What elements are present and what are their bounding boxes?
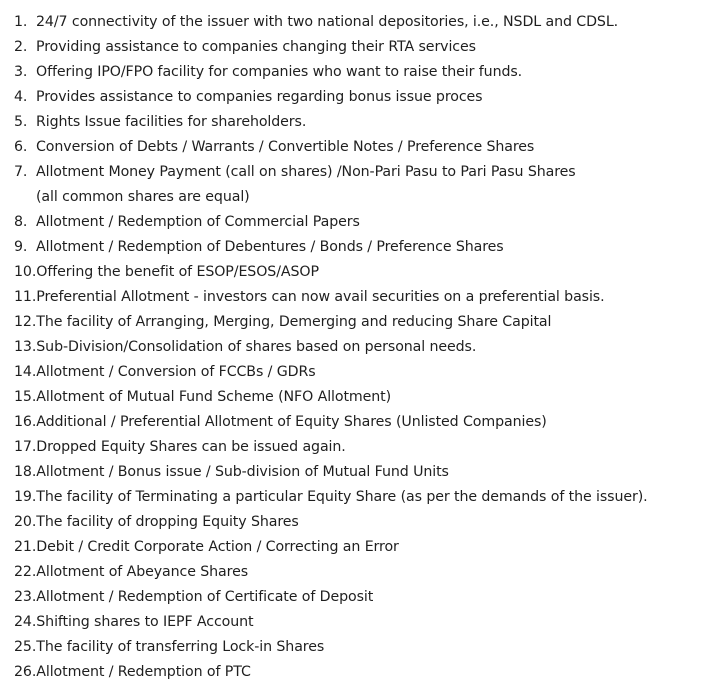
list-item-text: Provides assistance to companies regarding bonus issue proces bbox=[36, 89, 483, 105]
list-item-body bbox=[36, 260, 319, 285]
list-item bbox=[0, 235, 718, 260]
list-item-number: 24. bbox=[14, 614, 37, 630]
list-item-text: The facility of Terminating a particular Equity Share (as per the demands of the issuer). bbox=[36, 489, 648, 505]
list-item-body bbox=[36, 660, 251, 685]
list-item-body bbox=[36, 335, 476, 360]
list-item bbox=[0, 585, 718, 610]
list-item-number: 16. bbox=[14, 414, 37, 430]
list-item-number: 15. bbox=[14, 389, 37, 405]
list-item-number: 8. bbox=[14, 214, 28, 230]
list-item bbox=[0, 85, 718, 110]
list-item bbox=[0, 660, 718, 685]
list-item-number: 6. bbox=[14, 139, 28, 155]
list-item bbox=[0, 510, 718, 535]
list-item bbox=[0, 160, 718, 210]
list-item-number: 7. bbox=[14, 164, 28, 180]
list-item-body bbox=[36, 535, 399, 560]
list-item-text: Allotment / Bonus issue / Sub-division of Mutual Fund Units bbox=[36, 464, 449, 480]
list-item-number: 26. bbox=[14, 664, 37, 680]
list-item-text: 24/7 connectivity of the issuer with two national depositories, i.e., NSDL and CDSL. bbox=[36, 14, 619, 30]
list-item bbox=[0, 310, 718, 335]
list-item-text: Allotment / Redemption of Certificate of Deposit bbox=[36, 589, 374, 605]
list-item-body bbox=[36, 110, 306, 135]
list-item-body bbox=[36, 35, 476, 60]
list-item-number: 17. bbox=[14, 439, 37, 455]
list-item-body bbox=[36, 85, 482, 110]
list-item-text: Allotment of Abeyance Shares bbox=[36, 564, 248, 580]
list-item bbox=[0, 410, 718, 435]
list-item-number: 25. bbox=[14, 639, 37, 655]
list-item-number: 23. bbox=[14, 589, 37, 605]
list-item-number: 22. bbox=[14, 564, 37, 580]
list-item bbox=[0, 560, 718, 585]
list-item-body bbox=[36, 510, 298, 535]
list-item-body bbox=[36, 485, 647, 510]
list-item-number: 2. bbox=[14, 39, 28, 55]
list-item-body bbox=[36, 460, 449, 485]
list-item-text: Debit / Credit Corporate Action / Correcting an Error bbox=[36, 539, 399, 555]
list-item-number: 12. bbox=[14, 314, 37, 330]
list-item-body bbox=[36, 135, 534, 160]
list-item-number: 19. bbox=[14, 489, 37, 505]
list-item-text: Dropped Equity Shares can be issued again. bbox=[36, 439, 346, 455]
list-item-number: 21. bbox=[14, 539, 37, 555]
list-item bbox=[0, 60, 718, 85]
list-item-text: Offering IPO/FPO facility for companies who want to raise their funds. bbox=[36, 64, 523, 80]
list-item bbox=[0, 360, 718, 385]
list-item bbox=[0, 35, 718, 60]
list-item-text: Allotment / Redemption of PTC bbox=[36, 664, 251, 680]
list-item-number: 9. bbox=[14, 239, 28, 255]
list-item-body bbox=[36, 410, 546, 435]
list-item-number: 11. bbox=[14, 289, 37, 305]
list-item-body bbox=[36, 585, 373, 610]
list-item-text: Allotment / Conversion of FCCBs / GDRs bbox=[36, 364, 316, 380]
list-item-number: 3. bbox=[14, 64, 28, 80]
list-item-number: 4. bbox=[14, 89, 28, 105]
list-item bbox=[0, 260, 718, 285]
list-item bbox=[0, 110, 718, 135]
list-item-text: Allotment Money Payment (call on shares) /Non-Pari Pasu to Pari Pasu Shares bbox=[36, 164, 576, 180]
list-item bbox=[0, 210, 718, 235]
list-item-body bbox=[36, 160, 576, 210]
list-item-text: Preferential Allotment - investors can now avail securities on a preferential basis. bbox=[36, 289, 605, 305]
list-item-body bbox=[36, 385, 391, 410]
list-item-number: 14. bbox=[14, 364, 37, 380]
list-item bbox=[0, 435, 718, 460]
services-list bbox=[0, 10, 718, 685]
list-item bbox=[0, 285, 718, 310]
list-item-body bbox=[36, 235, 504, 260]
list-item-body bbox=[36, 10, 618, 35]
list-item bbox=[0, 485, 718, 510]
list-item-body bbox=[36, 610, 253, 635]
list-item-number: 20. bbox=[14, 514, 37, 530]
list-item-text: The facility of transferring Lock-in Shares bbox=[36, 639, 325, 655]
list-item-text: The facility of dropping Equity Shares bbox=[36, 514, 299, 530]
list-item-text-continuation: (all common shares are equal) bbox=[36, 189, 250, 205]
list-item-number: 10. bbox=[14, 264, 37, 280]
list-item-text: Allotment of Mutual Fund Scheme (NFO Allotment) bbox=[36, 389, 392, 405]
list-item bbox=[0, 535, 718, 560]
list-item-number: 5. bbox=[14, 114, 28, 130]
list-item-body bbox=[36, 560, 248, 585]
list-item-text: Rights Issue facilities for shareholders. bbox=[36, 114, 307, 130]
list-item-text: Providing assistance to companies changing their RTA services bbox=[36, 39, 476, 55]
list-item-body bbox=[36, 435, 345, 460]
list-item bbox=[0, 335, 718, 360]
list-item-text: Additional / Preferential Allotment of Equity Shares (Unlisted Companies) bbox=[36, 414, 547, 430]
list-item bbox=[0, 635, 718, 660]
list-item-text: Allotment / Redemption of Commercial Papers bbox=[36, 214, 360, 230]
list-item-body bbox=[36, 360, 315, 385]
list-item-body bbox=[36, 285, 604, 310]
list-item-text: The facility of Arranging, Merging, Demerging and reducing Share Capital bbox=[36, 314, 552, 330]
list-item-text: Offering the benefit of ESOP/ESOS/ASOP bbox=[36, 264, 319, 280]
list-item bbox=[0, 135, 718, 160]
list-item-number: 13. bbox=[14, 339, 37, 355]
list-item-text: Shifting shares to IEPF Account bbox=[36, 614, 254, 630]
list-item-body bbox=[36, 210, 360, 235]
list-item-body bbox=[36, 310, 551, 335]
list-item-body bbox=[36, 60, 522, 85]
list-item bbox=[0, 385, 718, 410]
list-item-number: 18. bbox=[14, 464, 37, 480]
list-item-body bbox=[36, 635, 324, 660]
list-item bbox=[0, 460, 718, 485]
list-item bbox=[0, 610, 718, 635]
list-item-text: Sub-Division/Consolidation of shares based on personal needs. bbox=[36, 339, 477, 355]
list-item bbox=[0, 10, 718, 35]
list-item-text: Conversion of Debts / Warrants / Convertible Notes / Preference Shares bbox=[36, 139, 535, 155]
list-item-text: Allotment / Redemption of Debentures / Bonds / Preference Shares bbox=[36, 239, 504, 255]
list-item-number: 1. bbox=[14, 14, 28, 30]
